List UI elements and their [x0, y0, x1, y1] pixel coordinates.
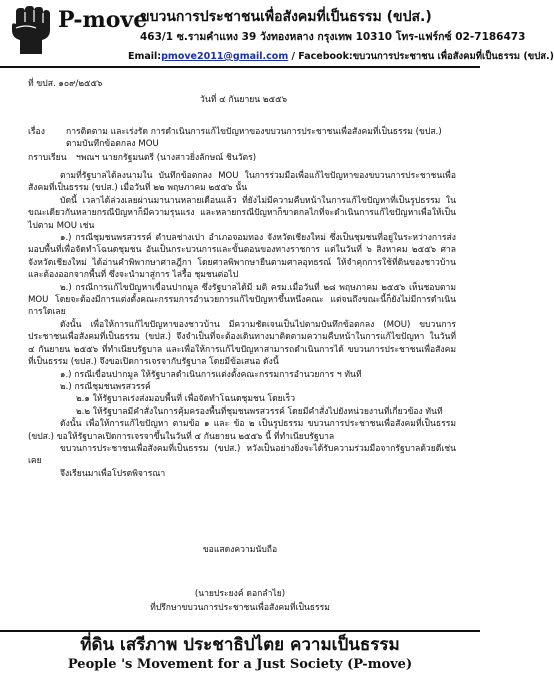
paragraph: จึงเรียนมาเพื่อโปรดพิจารณา: [60, 468, 166, 479]
paragraph: ดังนั้น เพื่อให้การแก้ไขปัญหาของชาวบ้าน มีความชัดเจนเป็นไปตามบันทึกข้อตกลง (MOU) ขบวนการประชาชนเพื่อสังคมที่เป็นธรรม (ขปส.) จึงจำเป็นที่จะต้องเดินทางมาติดตามความคืบหน้าในการแก้ไขปัญหา ในวันที่ ๔ กันยายน ๒๕๕๖ ที่ทำเนียบรัฐบาล และเพื่อให้การแก้ไขปัญหาสามารถดำเนินการได้ ขบวนการประชาชนเพื่อสังคมที่เป็นธรรม (ขปส.) จึงขอเปิดการเจรจากับรัฐบาล โดยมีข้อเสนอ ดังนี้: [28, 319, 456, 368]
raised-fist-icon: [6, 4, 54, 56]
footer-slogan-thai: ที่ดิน เสรีภาพ ประชาธิปไตย ความเป็นธรรม: [80, 635, 400, 655]
paragraph: ๒.๑ ให้รัฐบาลเร่งส่งมอบพื้นที่ เพื่อจัดทำโฉนดชุมชน โดยเร็ว: [76, 394, 296, 405]
email-label: Email:: [128, 51, 162, 62]
header-divider: [0, 66, 480, 68]
letter-date: วันที่ ๔ กันยายน ๒๕๕๖: [200, 95, 288, 105]
recipient: ฯพณฯ นายกรัฐมนตรี (นางสาวยิ่งลักษณ์ ชินวัตร): [76, 153, 257, 163]
org-full-name: ขบวนการประชาชนเพื่อสังคมที่เป็นธรรม (ขปส.): [140, 9, 432, 25]
paragraph: ๑.) กรณีชุมชนพรสวรรค์ ตำบลช่างเปา อำเภอจอมทอง จังหวัดเชียงใหม่ ซึ่งเป็นชุมชนที่อยู่ในระหว่างการส่งมอบพื้นที่เพื่อจัดทำโฉนดชุมชน อันเป็นกระบวนการและขั้นตอนของทางราชการ แต่ในวันที่ ๖ สิงหาคม ๒๕๕๖ ศาลจังหวัดเชียงใหม่ ได้อ่านคำพิพากษาศาลฎีกา โดยศาลพิพากษายืนตามศาลอุทธรณ์ ให้จำคุกการใช้ที่ดินของชาวบ้าน และต้องออกจากพื้นที่ ซึ่งจะนำมาสู่การ ไล่รื้อ ชุมชนต่อไป: [28, 233, 456, 281]
closing: ขอแสดงความนับถือ: [202, 545, 278, 555]
signer-title: ที่ปรึกษาขบวนการประชาชนเพื่อสังคมที่เป็นธรรม: [150, 603, 330, 613]
letter-content: [28, 170, 456, 480]
subject-line-1: การติดตาม และเร่งรัด การดำเนินการแก้ไขปัญหาของขบวนการประชาชนเพื่อสังคมที่เป็นธรรม (ขปส.): [66, 127, 442, 137]
recipient-label: กราบเรียน: [28, 153, 67, 163]
letterhead: [0, 0, 554, 72]
document-number: ที่ ขปส. ๑๐๙/๒๕๕๖: [28, 79, 103, 89]
footer-divider: [0, 630, 480, 632]
paragraph: ๒.) กรณีชุมชนพรสวรรค์: [60, 381, 151, 392]
footer-slogan-english: People 's Movement for a Just Society (P-move): [67, 657, 413, 672]
contact-line: [128, 50, 554, 63]
signer-name: (นายประยงค์ ดอกลำไย): [194, 589, 286, 599]
org-short-name: P-move: [58, 7, 148, 33]
paragraph: ขบวนการประชาชนเพื่อสังคมที่เป็นธรรม (ขปส.) หวังเป็นอย่างยิ่งจะได้รับความร่วมมือจากรัฐบาลด้วยดีเช่นเคย: [28, 443, 456, 467]
org-address: 463/1 ซ.รามคำแหง 39 วังทองหลาง กรุงเทพ 10310 โทร-แฟร์กซ์ 02-7186473: [140, 31, 526, 43]
email-link[interactable]: pmove2011@gmail.com: [161, 51, 289, 62]
paragraph: ๒.๒ ให้รัฐบาลมีคำสั่งในการคุ้มครองพื้นที่ชุมชนพรสวรรค์ โดยมีคำสั่งไปยังหน่วยงานที่เกี่ยวข้อง ทันที: [76, 406, 443, 417]
subject-line-2: ตามบันทึกข้อตกลง MOU: [66, 139, 159, 149]
paragraph: ๑.) กรณีเขื่อนปากมูล ให้รัฐบาลดำเนินการแต่งตั้งคณะกรรมการอำนวยการ ฯ ทันที: [60, 369, 362, 380]
subject-label: เรื่อง: [28, 127, 45, 137]
paragraph: ดังนั้น เพื่อให้การแก้ไขปัญหา ตามข้อ ๑ และ ข้อ ๒ เป็นรูปธรรม ขบวนการประชาชนเพื่อสังคมที่เป็นธรรม (ขปส.) ขอให้รัฐบาลเปิดการเจรจาขึ้นในวันที่ ๔ กันยายน ๒๕๕๖ นี้ ที่ทำเนียบรัฐบาล: [28, 419, 456, 442]
facebook-text: / Facebook:ขบวนการประชาชน เพื่อสังคมที่เป็นธรรม (ขปส.): [288, 51, 554, 62]
paragraph: ตามที่รัฐบาลได้ลงนามใน บันทึกข้อตกลง MOU ในการร่วมมือเพื่อแก้ไขปัญหาของขบวนการประชาชนเพื่อสังคมที่เป็นธรรม (ขปส.) เมื่อวันที่ ๒๒ พฤษภาคม ๒๕๕๖ นั้น: [28, 171, 456, 194]
paragraph: บัดนี้ เวลาได้ล่วงเลยผ่านมานานหลายเดือนแล้ว ที่ยังไม่มีความคืบหน้าในการแก้ไขปัญหาที่เป็นรูปธรรม ในขณะเดียวกันหลายกรณีปัญหาก็มีความรุนแรง และหลายกรณีปัญหาก็ขาดกลไกที่จะดำเนินการแก้ไขปัญหาเพื่อให้เป็นไปตาม MOU เช่น: [28, 195, 456, 231]
paragraph: ๒.) กรณีการแก้ไขปัญหาเขื่อนปากมูล ซึ่งรัฐบาลได้มี มติ ครม.เมื่อวันที่ ๒๘ พฤษภาคม ๒๕๕๖ เห็นชอบตาม MOU โดยจะต้องมีการแต่งตั้งคณะกรรมการอำนวยการแก้ไขปัญหาขึ้นหนึ่งคณะ แต่จนถึงขณะนี้ก็ยังไม่มีการดำเนินการใดเลย: [28, 282, 456, 318]
